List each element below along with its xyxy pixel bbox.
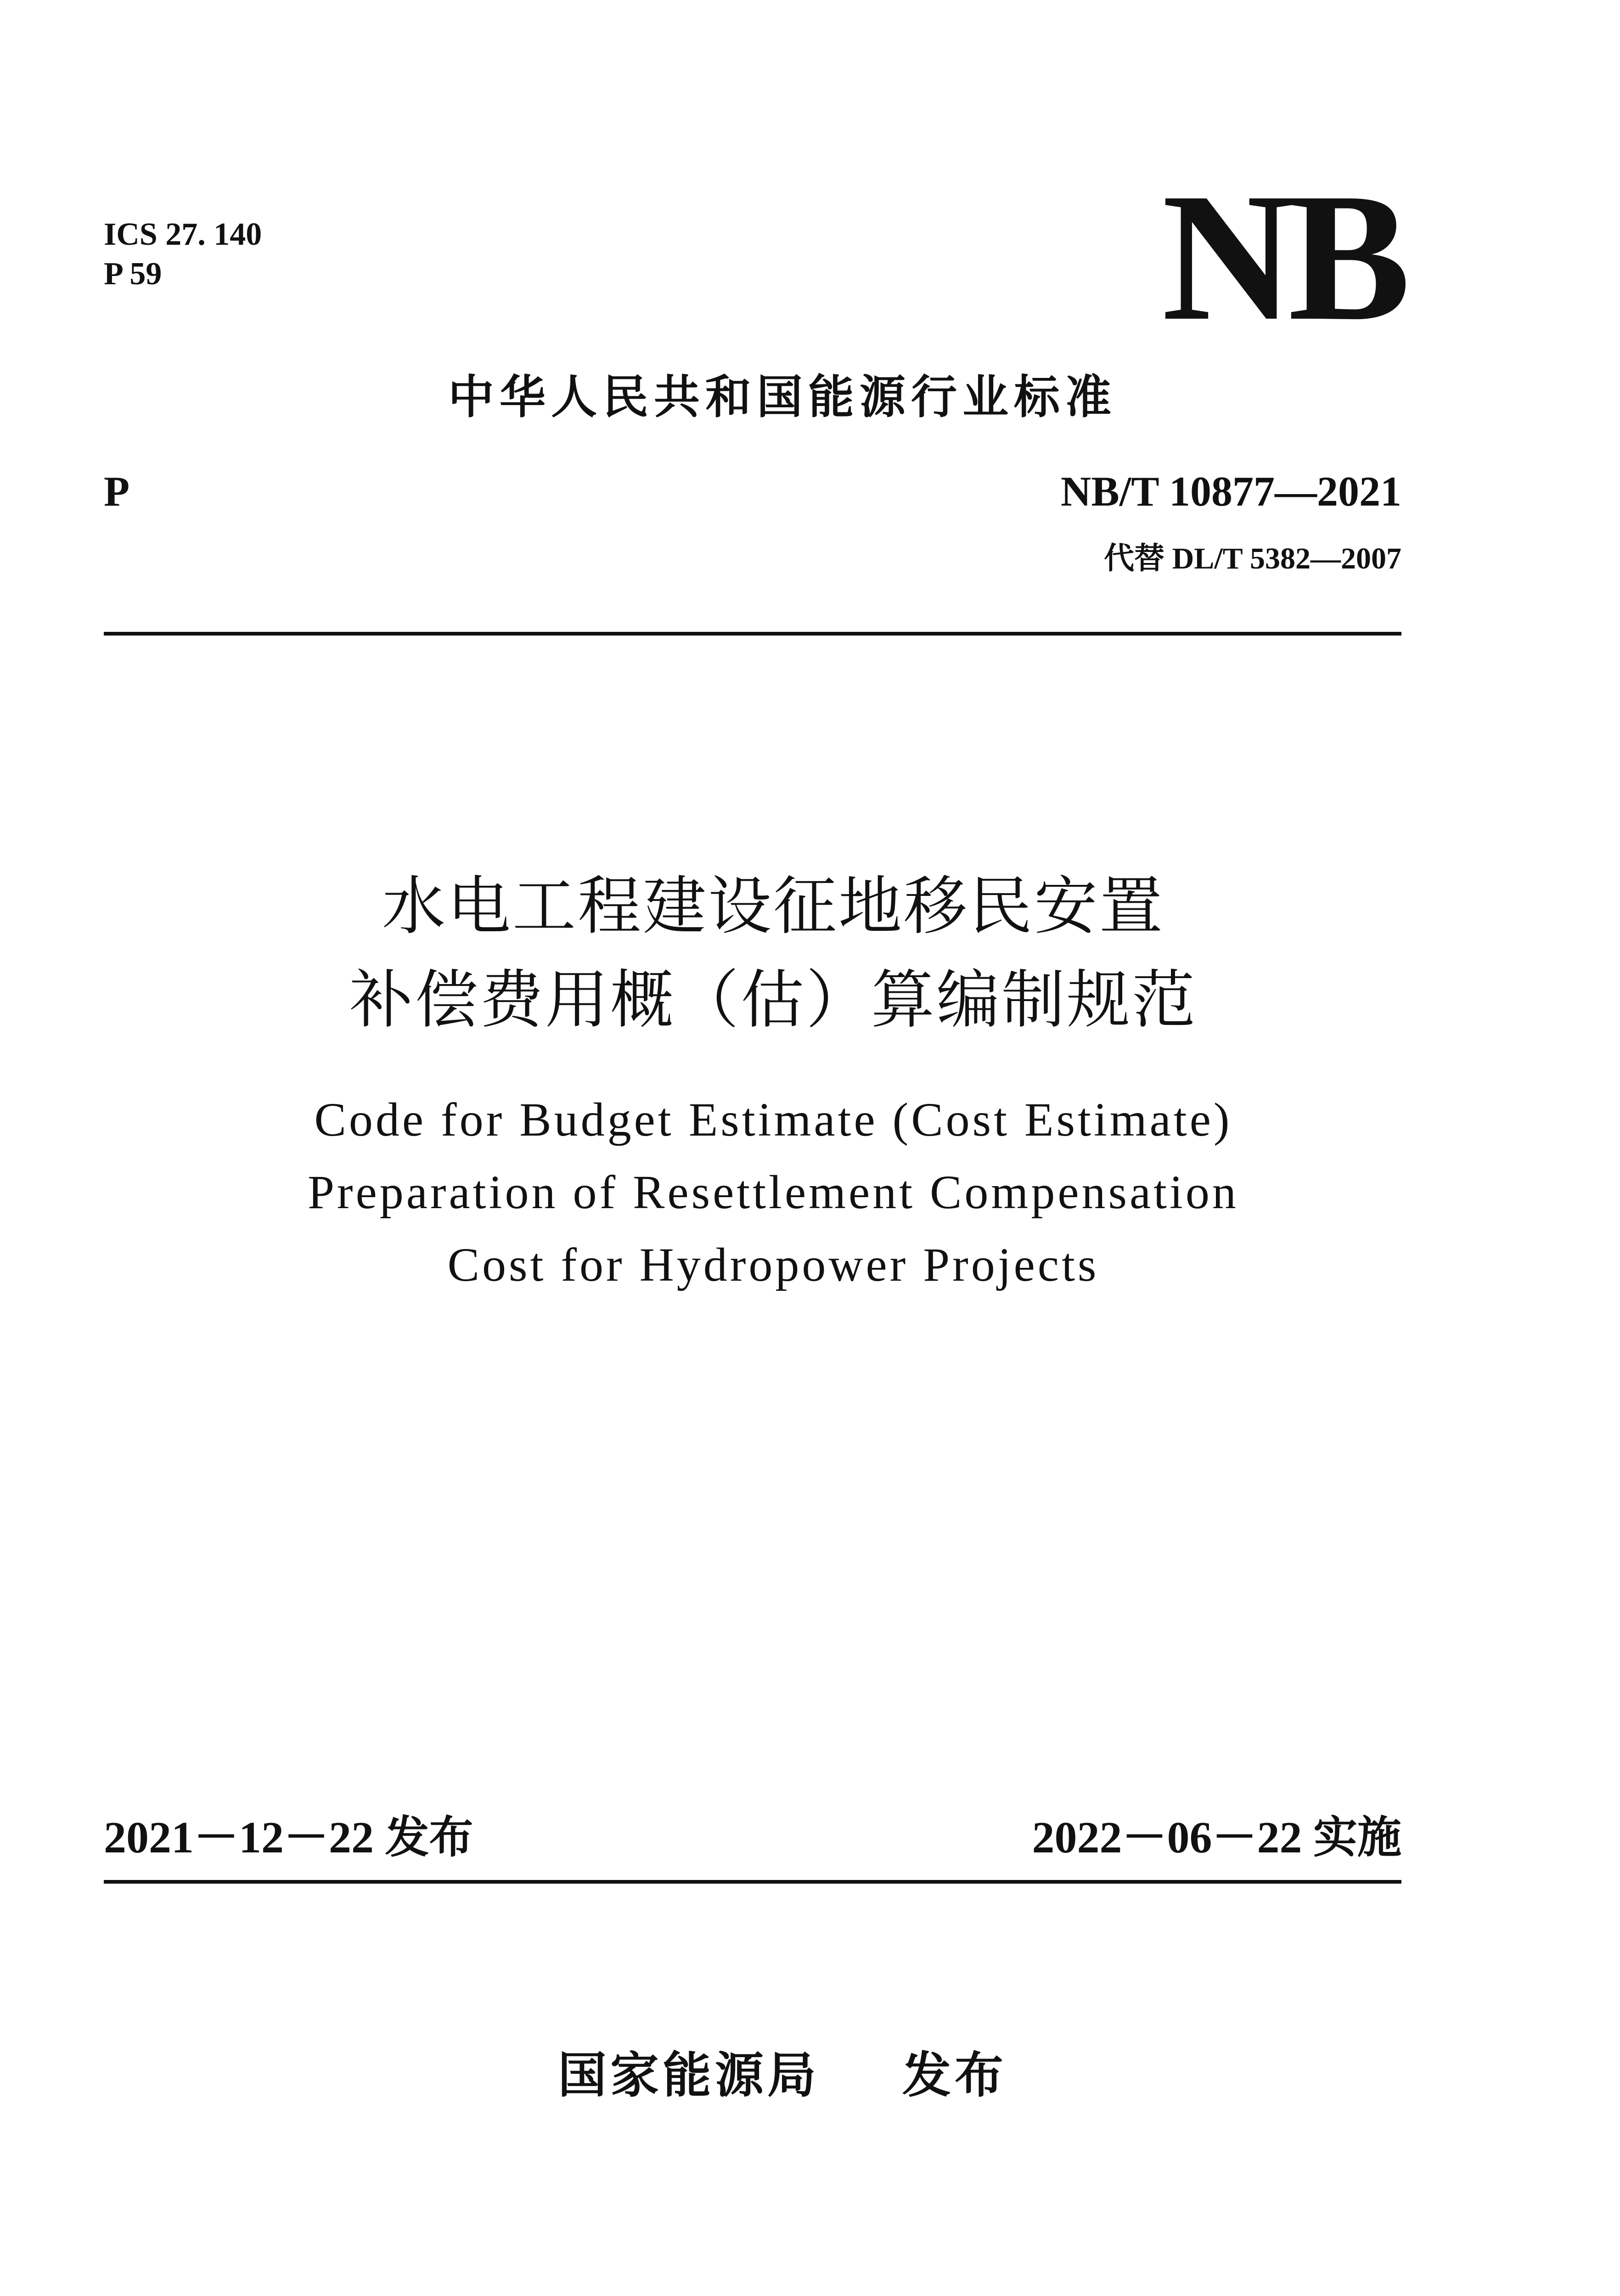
- effective-date: 2022－06－22: [1032, 1813, 1302, 1863]
- issue-date: 2021－12－22: [104, 1813, 374, 1863]
- replaces-standard: 代替 DL/T 5382—2007: [1104, 542, 1401, 575]
- top-divider: [104, 632, 1401, 636]
- publisher-name: 国家能源局: [558, 2047, 820, 2104]
- title-cn-line-1: 水电工程建设征地移民安置: [382, 869, 1164, 943]
- title-cn-line-2: 补偿费用概（估）算编制规范: [349, 963, 1197, 1037]
- publisher-line: [0, 2043, 1620, 2108]
- ics-code: ICS 27. 140: [104, 217, 262, 252]
- classification-code: P 59: [104, 256, 162, 292]
- nb-logo: NB: [1162, 155, 1404, 359]
- effective-label: 实施: [1313, 1812, 1401, 1863]
- issue-label: 发布: [385, 1812, 473, 1863]
- ics-codes: [104, 215, 262, 294]
- effective-date-block: [1032, 1807, 1401, 1868]
- title-en-line-3: Cost for Hydropower Projects: [447, 1238, 1099, 1291]
- category-letter: P: [104, 468, 130, 515]
- industry-standard-heading: 中华人民共和国能源行业标准: [448, 370, 1117, 424]
- title-en-line-1: Code for Budget Estimate (Cost Estimate): [314, 1093, 1232, 1146]
- bottom-divider: [104, 1880, 1401, 1884]
- publish-label: 发布: [902, 2047, 1007, 2104]
- standard-number: NB/T 10877—2021: [1060, 468, 1401, 515]
- title-en-line-2: Preparation of Resettlement Compensation: [308, 1166, 1239, 1219]
- issue-date-block: [104, 1807, 473, 1868]
